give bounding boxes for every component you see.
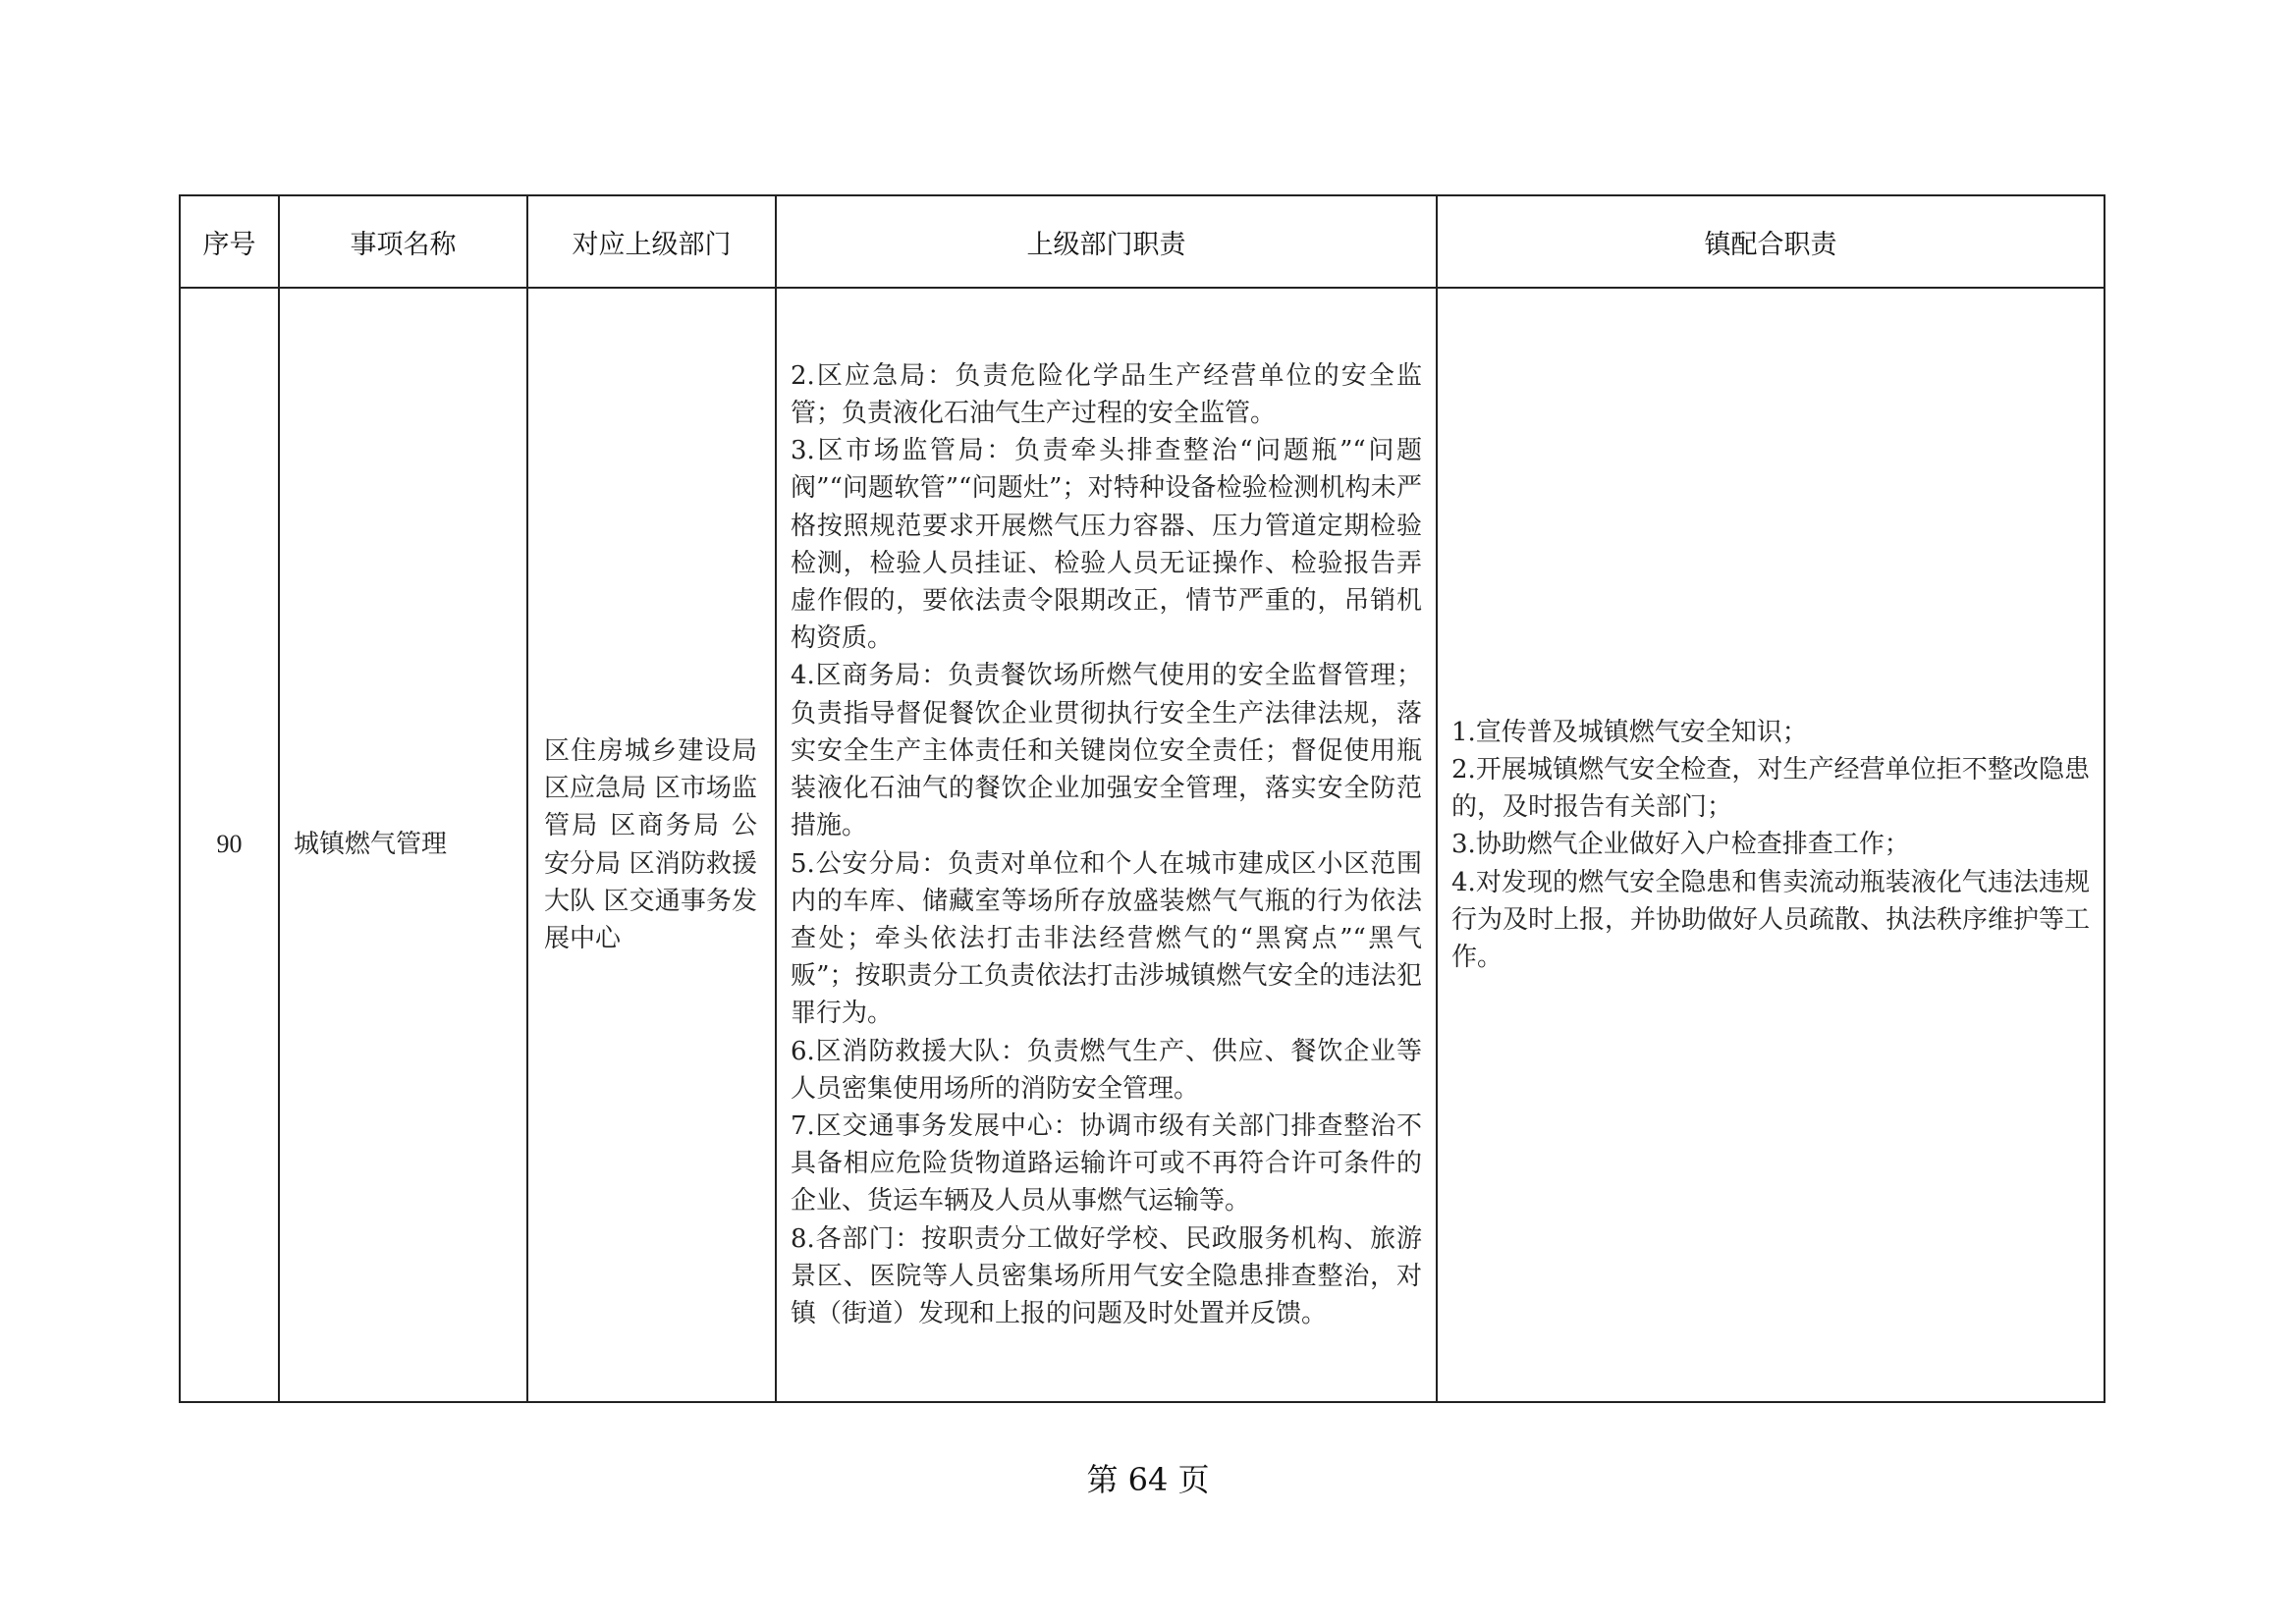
upper-duty-item: 2.区应急局：负责危险化学品生产经营单位的安全监管；负责液化石油气生产过程的安全监管。 xyxy=(791,360,1422,429)
upper-duty-item: 6.区消防救援大队：负责燃气生产、供应、餐饮企业等人员密集使用场所的消防安全管理。 xyxy=(791,1036,1422,1104)
upper-duty-item: 3.区市场监管局：负责牵头排查整治“问题瓶”“问题阀”“问题软管”“问题灶”；对特种设备检验检测机构未严格按照规范要求开展燃气压力容器、压力管道定期检验检测，检验人员挂证、检验人员无证操作、检验报告弄虚作假的，要依法责令限期改正，情节严重的，吊销机构资质。 xyxy=(791,436,1422,654)
row-item-name: 城镇燃气管理 xyxy=(279,288,527,1402)
page-number: 第 64 页 xyxy=(1086,1461,1210,1498)
town-duty-item: 3.协助燃气企业做好入户检查排查工作； xyxy=(1451,830,1910,860)
header-no: 序号 xyxy=(180,195,279,288)
row-town-duty xyxy=(1437,288,2105,1402)
header-item-name: 事项名称 xyxy=(279,195,527,288)
header-dept: 对应上级部门 xyxy=(527,195,776,288)
upper-duty-item: 4.区商务局：负责餐饮场所燃气使用的安全监督管理；负责指导督促餐饮企业贯彻执行安全生产法律法规，落实安全生产主体责任和关键岗位安全责任；督促使用瓶装液化石油气的餐饮企业加强安全管理，落实安全防范措施。 xyxy=(791,661,1422,841)
header-town-duty: 镇配合职责 xyxy=(1437,195,2105,288)
upper-duty-item: 8.各部门：按职责分工做好学校、民政服务机构、旅游景区、医院等人员密集场所用气安全隐患排查整治，对镇（街道）发现和上报的问题及时处置并反馈。 xyxy=(791,1223,1422,1328)
upper-duty-item: 5.公安分局：负责对单位和个人在城市建成区小区范围内的车库、储藏室等场所存放盛装燃气气瓶的行为依法查处；牵头依法打击非法经营燃气的“黑窝点”“黑气贩”；按职责分工负责依法打击涉城镇燃气安全的违法犯罪行为。 xyxy=(791,848,1422,1029)
header-row xyxy=(180,195,2105,288)
town-duty-item: 2.开展城镇燃气安全检查，对生产经营单位拒不整改隐患的，及时报告有关部门； xyxy=(1451,754,2090,823)
row-upper-duty xyxy=(776,288,1437,1402)
town-duty-item: 4.对发现的燃气安全隐患和售卖流动瓶装液化气违法违规行为及时上报，并协助做好人员疏散、执法秩序维护等工作。 xyxy=(1451,867,2091,972)
duty-table xyxy=(179,194,2105,1403)
row-dept-text: 区住房城乡建设局 区应急局 区市场监管局 区商务局 公安分局 区消防救援大队 区交通事务发展中心 xyxy=(544,735,757,953)
town-duty-item: 1.宣传普及城镇燃气安全知识； xyxy=(1451,717,1808,747)
row-dept xyxy=(527,288,776,1402)
table-row xyxy=(180,288,2105,1402)
row-number: 90 xyxy=(180,288,279,1402)
upper-duty-item: 7.区交通事务发展中心：协调市级有关部门排查整治不具备相应危险货物道路运输许可或不再符合许可条件的企业、货运车辆及人员从事燃气运输等。 xyxy=(791,1110,1422,1217)
header-upper-duty: 上级部门职责 xyxy=(776,195,1437,288)
